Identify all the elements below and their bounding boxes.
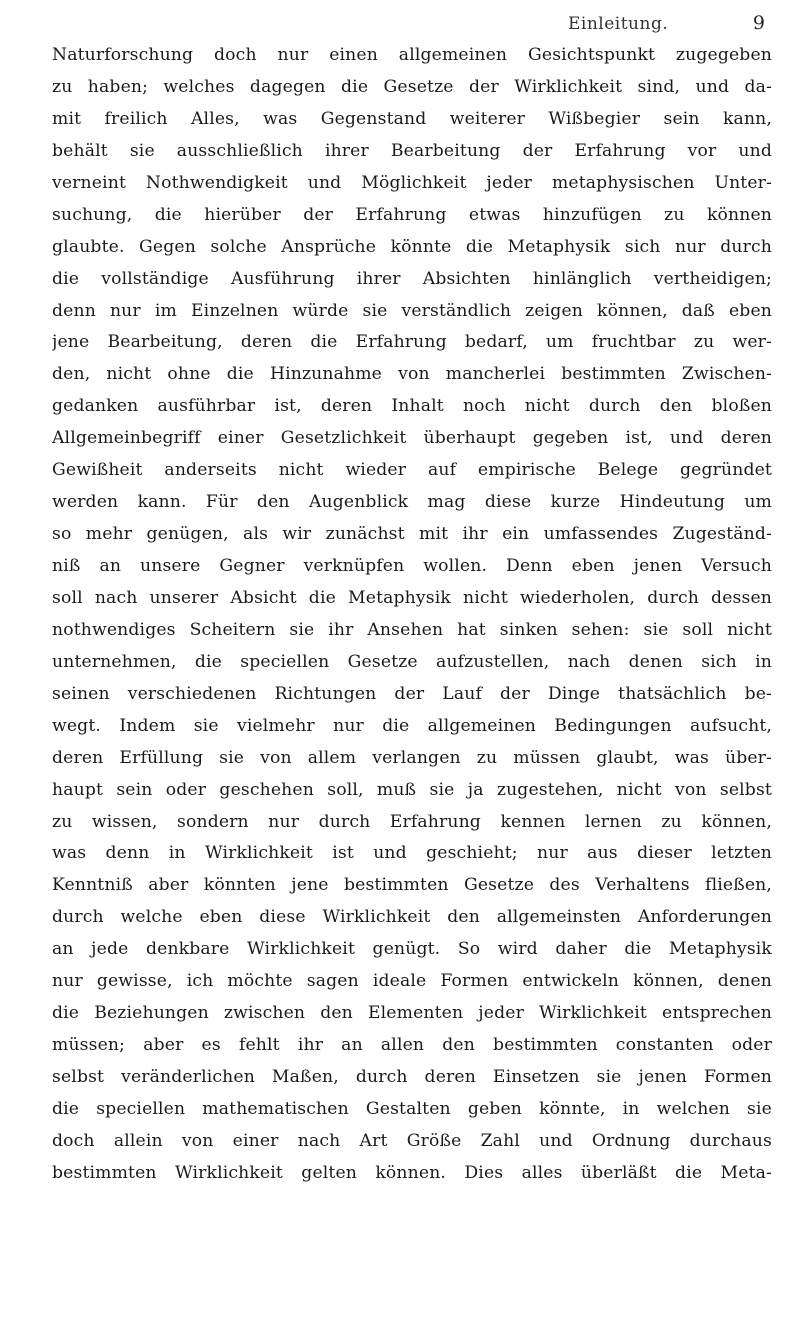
text-line: deren Erfüllung sie von allem verlangen zu müssen glaubt, was über-: [52, 747, 772, 768]
text-line: gedanken ausführbar ist, deren Inhalt noch nicht durch den bloßen: [52, 396, 772, 417]
text-line: jene Bearbeitung, deren die Erfahrung bedarf, um fruchtbar zu wer-: [52, 332, 772, 353]
body-text: [52, 40, 772, 1190]
text-line: was denn in Wirklichkeit ist und geschieht; nur aus dieser letzten: [52, 843, 772, 864]
text-line: an jede denkbare Wirklichkeit genügt. So wird daher die Metaphysik: [52, 939, 772, 960]
running-head: [120, 10, 765, 36]
text-line: die vollständige Ausführung ihrer Absichten hinlänglich vertheidigen;: [52, 268, 772, 289]
text-line: doch allein von einer nach Art Größe Zahl und Ordnung durchaus: [52, 1130, 772, 1151]
text-line: selbst veränderlichen Maßen, durch deren Einsetzen sie jenen Formen: [52, 1067, 772, 1087]
text-line: verneint Nothwendigkeit und Möglichkeit jeder metaphysischen Unter-: [52, 172, 772, 193]
text-line: so mehr genügen, als wir zunächst mit ihr ein umfassendes Zugeständ-: [52, 524, 772, 545]
text-line: haupt sein oder geschehen soll, muß sie ja zugestehen, nicht von selbst: [52, 779, 772, 800]
text-line: die speciellen mathematischen Gestalten geben könnte, in welchen sie: [52, 1098, 772, 1119]
text-line: nur gewisse, ich möchte sagen ideale Formen entwickeln können, denen: [52, 971, 772, 992]
text-line: den, nicht ohne die Hinzunahme von mancherlei bestimmten Zwischen-: [52, 364, 772, 385]
text-line: unternehmen, die speciellen Gesetze aufzustellen, nach denen sich in: [52, 651, 772, 672]
text-line: glaubte. Gegen solche Ansprüche könnte die Metaphysik sich nur durch: [52, 236, 772, 257]
text-line: wegt. Indem sie vielmehr nur die allgemeinen Bedingungen aufsucht,: [52, 715, 772, 736]
text-line: bestimmten Wirklichkeit gelten können. Dies alles überläßt die Meta-: [52, 1162, 772, 1183]
text-line: Gewißheit anderseits nicht wieder auf empirische Belege gegründet: [52, 460, 772, 481]
chapter-title: Einleitung.: [568, 14, 669, 34]
text-line: Naturforschung doch nur einen allgemeinen Gesichtspunkt zugegeben: [52, 45, 772, 65]
text-line: niß an unsere Gegner verknüpfen wollen. Denn eben jenen Versuch: [52, 556, 772, 576]
text-line: Kenntniß aber könnten jene bestimmten Gesetze des Verhaltens fließen,: [52, 875, 772, 896]
text-line: müssen; aber es fehlt ihr an allen den bestimmten constanten oder: [52, 1035, 772, 1056]
text-line: die Beziehungen zwischen den Elementen jeder Wirklichkeit entsprechen: [52, 1003, 772, 1024]
page-number: 9: [752, 12, 765, 34]
text-line: durch welche eben diese Wirklichkeit den allgemeinsten Anforderungen: [52, 907, 772, 928]
text-line: soll nach unserer Absicht die Metaphysik nicht wiederholen, durch dessen: [52, 587, 772, 608]
text-line: Allgemeinbegriff einer Gesetzlichkeit überhaupt gegeben ist, und deren: [52, 428, 772, 449]
text-line: zu wissen, sondern nur durch Erfahrung kennen lernen zu können,: [52, 811, 772, 832]
text-line: nothwendiges Scheitern sie ihr Ansehen hat sinken sehen: sie soll nicht: [52, 619, 772, 640]
text-line: werden kann. Für den Augenblick mag diese kurze Hindeutung um: [52, 492, 772, 513]
text-line: zu haben; welches dagegen die Gesetze der Wirklichkeit sind, und da-: [52, 76, 772, 97]
text-line: mit freilich Alles, was Gegenstand weiterer Wißbegier sein kann,: [52, 108, 772, 129]
text-line: denn nur im Einzelnen würde sie verständlich zeigen können, daß eben: [52, 300, 772, 321]
text-line: seinen verschiedenen Richtungen der Lauf der Dinge thatsächlich be-: [52, 683, 772, 704]
text-line: suchung, die hierüber der Erfahrung etwas hinzufügen zu können: [52, 204, 772, 225]
text-line: behält sie ausschließlich ihrer Bearbeitung der Erfahrung vor und: [52, 140, 772, 161]
